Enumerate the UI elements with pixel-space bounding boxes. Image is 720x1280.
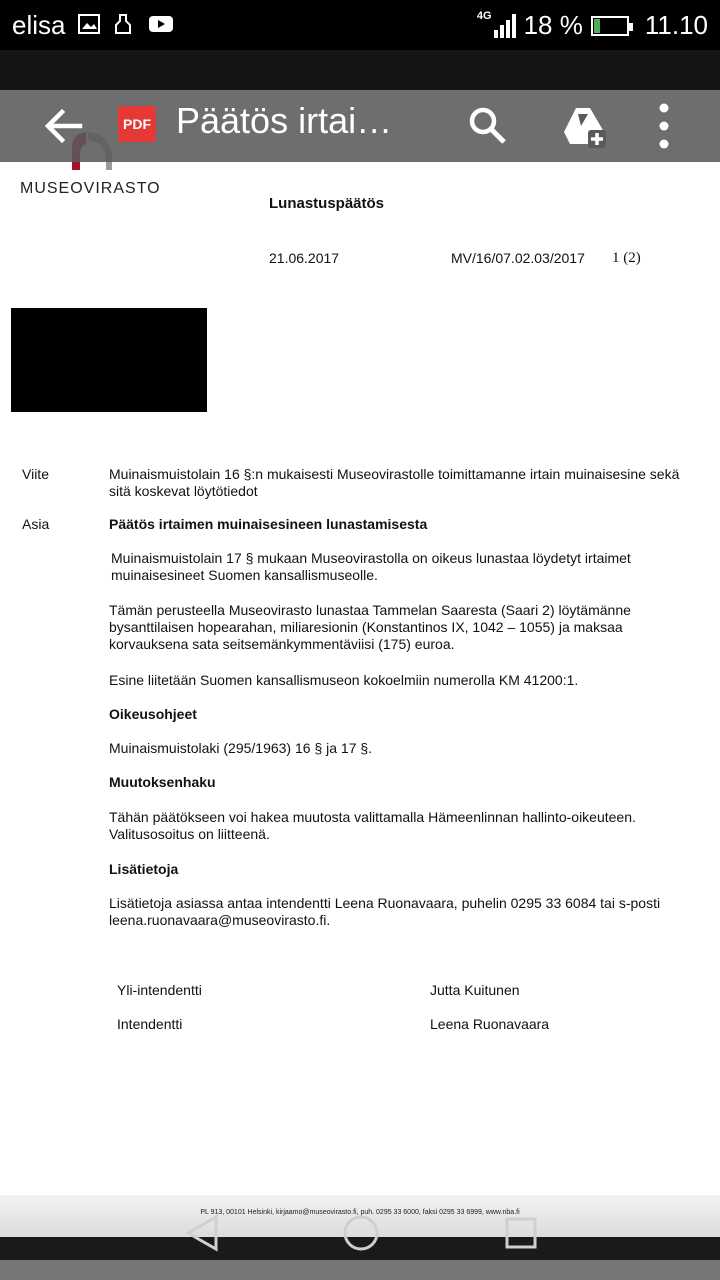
app-bar-background xyxy=(0,50,720,90)
signature-2-name: Leena Ruonavaara xyxy=(430,1016,550,1032)
nav-recents-icon[interactable] xyxy=(504,1216,538,1250)
nav-back-icon[interactable] xyxy=(184,1214,220,1252)
heading-oikeusohjeet: Oikeusohjeet xyxy=(109,706,197,722)
paragraph-1: Muinaismuistolain 17 § mukaan Museovirastolla on oikeus lunastaa löydetyt irtaimet muinaisesineet Suomen kansallismuseolle. xyxy=(111,550,631,583)
pdf-page[interactable] xyxy=(0,90,720,1195)
carrier-label: elisa xyxy=(12,10,66,40)
search-icon[interactable] xyxy=(468,106,508,146)
page-number: 1 (2) xyxy=(612,250,641,266)
signature-2-title: Intendentti xyxy=(117,1016,183,1032)
viite-text: Muinaismuistolain 16 §:n mukaisesti Museovirastolle toimittamanne irtain muinaisesine sekä sitä koskevat löytötiedot xyxy=(109,466,680,499)
redacted-address xyxy=(11,308,207,412)
paint-icon xyxy=(112,14,134,34)
signature-1-title: Yli-intendentti xyxy=(117,982,202,998)
footer-contact: PL 913, 00101 Helsinki, kirjaamo@museovirasto.fi, puh. 0295 33 6000, faksi 0295 33 6999, www.nba.fi xyxy=(200,1209,520,1216)
signal-icon xyxy=(494,14,516,38)
image-icon xyxy=(78,14,100,34)
nav-shadow xyxy=(0,1260,720,1280)
paragraph-2: Tämän perusteella Museovirasto lunastaa Tammelan Saaresta (Saari 2) löytämänne bysanttilaisen hopearahan, miliaresionin (Konstantinos IX, 1042 – 1055) ja maksaa korvauksena sata seitsemänkymmentäviisi (175) euroa. xyxy=(109,602,631,652)
asia-label: Asia xyxy=(22,516,50,532)
app-toolbar xyxy=(0,90,720,162)
pdf-icon: PDF xyxy=(118,106,156,142)
clock: 11.10 xyxy=(644,10,708,40)
asia-heading: Päätös irtaimen muinaisesineen lunastamisesta xyxy=(109,516,428,532)
signature-1-name: Jutta Kuitunen xyxy=(430,982,520,998)
status-bar xyxy=(0,0,720,50)
logo-text: MUSEOVIRASTO xyxy=(20,180,161,197)
lisatietoja-text: Lisätietoja asiassa antaa intendentti Leena Ruonavaara, puhelin 0295 33 6084 tai s-posti leena.ruonavaara@museovirasto.fi. xyxy=(109,895,661,928)
youtube-icon xyxy=(148,14,174,34)
document-name: Päätös irtai… xyxy=(176,100,393,141)
paragraph-3: Esine liitetään Suomen kansallismuseon kokoelmiin numerolla KM 41200:1. xyxy=(109,672,579,688)
muutoksenhaku-text: Tähän päätökseen voi hakea muutosta valittamalla Hämeenlinnan hallinto-oikeuteen. Valitusosoitus on liitteenä. xyxy=(109,809,636,842)
network-type: 4G xyxy=(476,10,492,22)
battery-percent: 18 % xyxy=(523,10,583,40)
more-icon[interactable] xyxy=(650,102,678,150)
back-arrow-icon[interactable] xyxy=(40,104,88,148)
battery-icon xyxy=(591,16,629,36)
nav-home-icon[interactable] xyxy=(342,1214,380,1252)
viite-label: Viite xyxy=(22,466,49,482)
drive-add-icon[interactable] xyxy=(562,104,608,150)
document-reference: MV/16/07.02.03/2017 xyxy=(451,250,585,266)
document-date: 21.06.2017 xyxy=(269,250,340,266)
heading-muutoksenhaku: Muutoksenhaku xyxy=(109,774,216,790)
document-title: Lunastuspäätös xyxy=(269,195,385,212)
oikeusohjeet-text: Muinaismuistolaki (295/1963) 16 § ja 17 §. xyxy=(109,740,373,756)
heading-lisatietoja: Lisätietoja xyxy=(109,861,179,877)
